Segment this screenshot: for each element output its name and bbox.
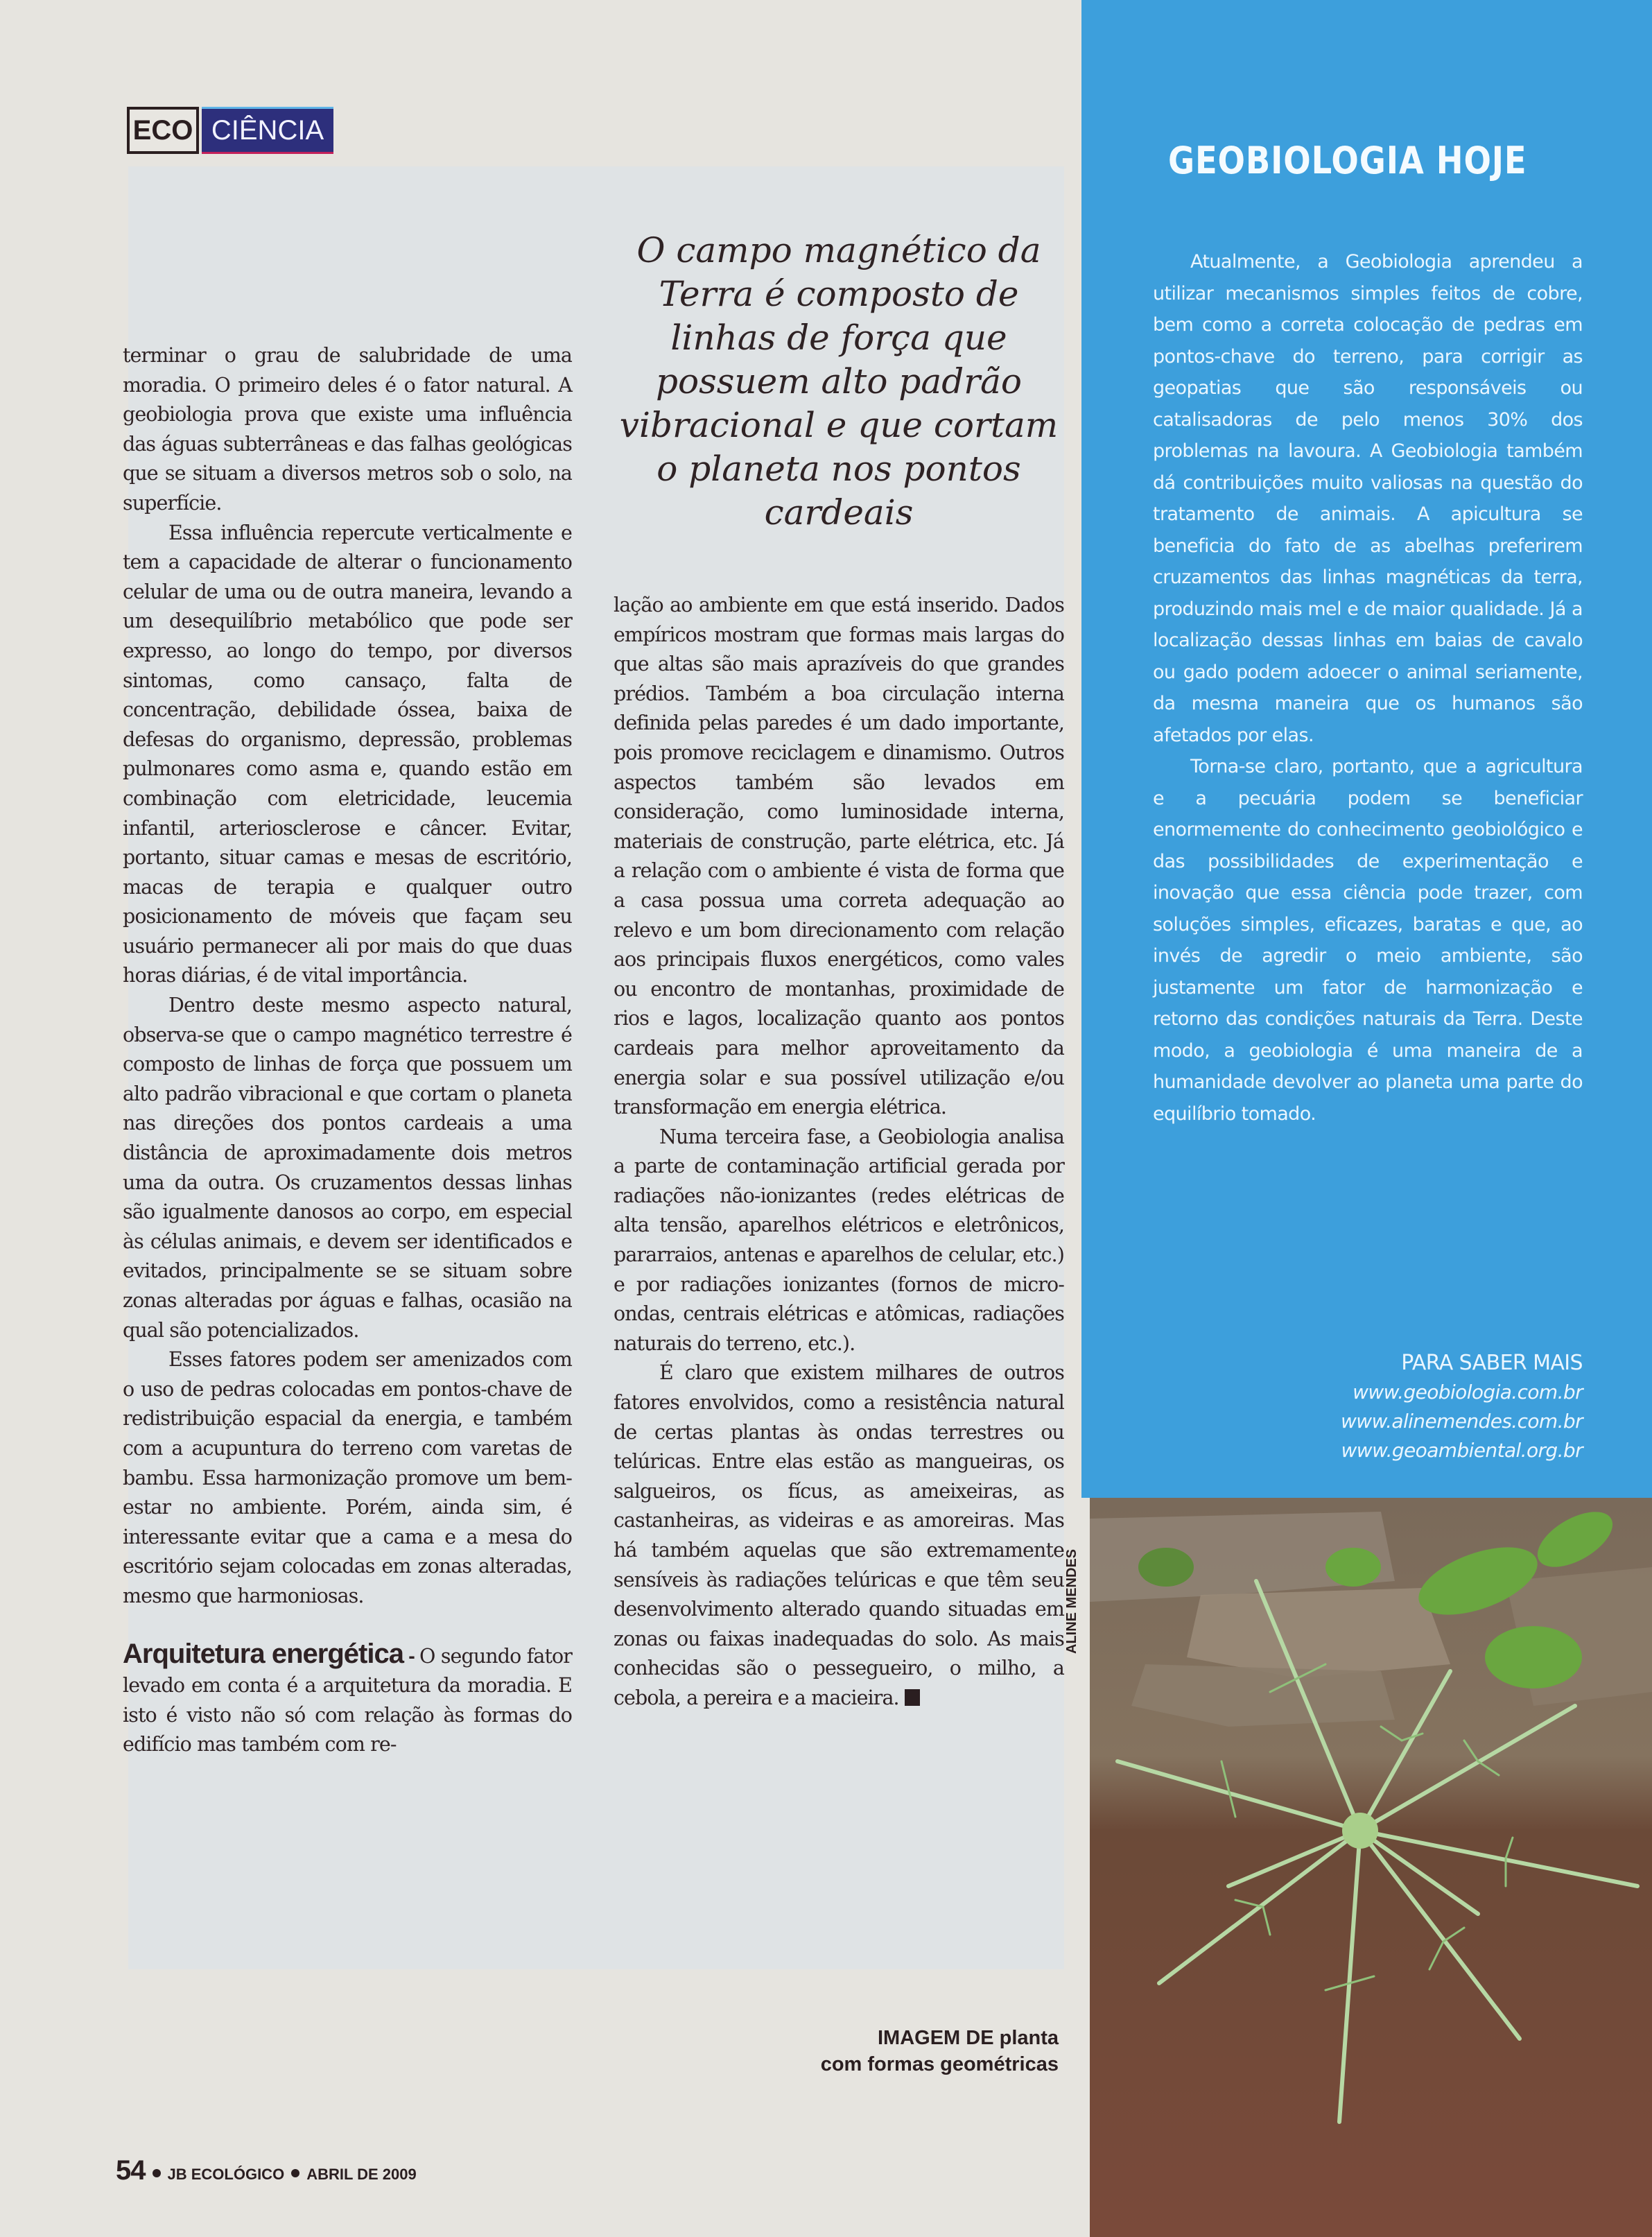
sidebar-body (1153, 246, 1583, 1130)
caption-line-2: com formas geométricas (820, 2053, 1059, 2075)
photo-credit: ALINE MENDES (1064, 1548, 1079, 1654)
plant-photo (1090, 1498, 1652, 2237)
last-paragraph (614, 1358, 1064, 1713)
pull-quote: O campo magnético da Terra é composto de linhas de força que possuem alto padrão vibracional e que cortam o planeta nos pontos cardeais (619, 230, 1059, 533)
page-number: 54 (116, 2155, 146, 2186)
paragraph: Numa terceira fase, a Geobiologia analisa a parte de contaminação artificial gerada por radiações não-ionizantes (redes elétricas de alta tensão, aparelhos elétricos e eletrônicos, pararraios, antenas e aparelhos de celular, etc.) e por radiações ionizantes (fornos de micro-ondas, centrais elétricas e atômicas, radiações naturais do terreno, etc.). (614, 1125, 1064, 1355)
issue-date: ABRIL DE 2009 (306, 2166, 417, 2183)
article-column-1 (123, 341, 572, 1760)
thistle-plant-image (1090, 1498, 1652, 2237)
article-column-2 (614, 591, 1064, 1713)
caption-line-1: IMAGEM DE planta (877, 2027, 1059, 2049)
paragraph: terminar o grau de salubridade de uma moradia. O primeiro deles é o fator natural. A geobiologia prova que existe uma influência das águas subterrâneas e das falhas geológicas que se situam a diversos metros sob o solo, na superfície. (123, 344, 572, 515)
thistle-center (1342, 1813, 1378, 1849)
further-reading-title: PARA SABER MAIS (1401, 1351, 1583, 1375)
paragraph: Esses fatores podem ser amenizados com o uso de pedras colocadas em pontos-chave de redistribuição espacial da energia, e também com a acupuntura do terreno com varetas de bambu. Essa harmonização promove um bem-estar no ambiente. Porém, ainda sim, é interessante evitar que a cama e a mesa do escritório sejam colocadas em zonas alteradas, mesmo que harmoniosas. (123, 1348, 572, 1607)
bullet-icon (291, 2169, 299, 2177)
further-reading-link[interactable]: www.geoambiental.org.br (1341, 1439, 1583, 1462)
section-badge (127, 107, 333, 154)
paragraph: lação ao ambiente em que está inserido. Dados empíricos mostram que formas mais largas do que altas são mais aprazíveis do que grandes prédios. Também a boa circulação interna definida pelas paredes é um dado importante, pois promove reciclagem e dinamismo. Outros aspectos também são levados em consideração, como luminosidade interna, materiais de construção, parte elétrica, etc. Já a relação com o ambiente é vista de forma que a casa possua uma correta adequação ao relevo e um bom direcionamento com relação aos principais fluxos energéticos, como vales ou encontro de montanhas, proximidade de rios e lagos, localização quanto aos pontos cardeais para melhor aproveitamento da energia solar e sua possível utilização e/ou transformação em energia elétrica. (614, 594, 1064, 1119)
subhead-text: O segundo fator levado em conta é a arquitetura da moradia. E isto é visto não só com relação às formas do edifício mas também com re- (123, 1644, 572, 1756)
subhead-paragraph (123, 1639, 572, 1760)
sidebar-paragraph: Atualmente, a Geobiologia aprendeu a utilizar mecanismos simples feitos de cobre, bem como a correta colocação de pedras em pontos-chave do terreno, para corrigir as geopatias que são responsáveis ou catalisadoras de pelo menos 30% dos problemas na lavoura. A Geobiologia também dá contribuições muito valiosas na questão do tratamento de animais. A apicultura se beneficia do fato de as abelhas preferirem cruzamentos das linhas magnéticas da terra, produzindo mais mel e de maior qualidade. Já a localização dessas linhas em baias de cavalo ou gado podem adoecer o animal seriamente, da mesma maneira que os humanos são afetados por elas. (1153, 251, 1583, 746)
rock (1187, 1588, 1450, 1678)
end-of-article-icon (905, 1689, 920, 1706)
sidebar-paragraph: Torna-se claro, portanto, que a agricultura e a pecuária podem se beneficiar enormemente do conhecimento geobiológico e das possibilidades de experimentação e inovação que essa ciência pode trazer, com soluções simples, eficazes, baratas e que, ao invés de agredir o meio ambiente, são justamente um fator de harmonização e retorno das condições naturais da Terra. Deste modo, a geobiologia é uma maneira de a humanidade devolver ao planeta uma parte do equilíbrio tomado. (1153, 756, 1583, 1125)
sidebar-box (1081, 0, 1652, 1498)
publication-name: JB ECOLÓGICO (167, 2166, 285, 2183)
paragraph: Dentro deste mesmo aspecto natural, observa-se que o campo magnético terrestre é composto de linhas de força que possuem um alto padrão vibracional e que cortam o planeta nas direções dos pontos cardeais a uma distância de aproximadamente dois metros uma da outra. Os cruzamentos dessas linhas são igualmente danosos ao corpo, em especial às células animais, e devem ser identificados e evitados, principalmente se se situam sobre zonas alteradas por águas e falhas, ocasião na qual são potencializados. (123, 994, 572, 1342)
section-badge-label: CIÊNCIA (202, 107, 333, 154)
sidebar-title: GEOBIOLOGIA HOJE (1168, 139, 1527, 182)
further-reading-link[interactable]: www.alinemendes.com.br (1340, 1410, 1583, 1433)
further-reading-link[interactable]: www.geobiologia.com.br (1353, 1381, 1583, 1403)
paragraph-text: É claro que existem milhares de outros fatores envolvidos, como a resistência natural de certas plantas às ondas terrestres ou telúricas. Entre elas estão as mangueiras, os salgueiros, os fícus, as ameixeiras, as castanheiras, as videiras e as amoreiras. Mas há também aquelas que são extremamente sensíveis às radiações telúricas e que têm seu desenvolvimento alterado quando situadas em zonas ou faixas inadequadas do solo. As mais conhecidas são o pessegueiro, o milho, a cebola, a pereira e a macieira. (614, 1361, 1064, 1709)
bullet-icon (153, 2169, 161, 2177)
page-footer (116, 2155, 417, 2186)
section-badge-eco: ECO (127, 107, 199, 154)
further-reading (1341, 1349, 1583, 1465)
subhead-title: Arquitetura energética (123, 1638, 403, 1669)
subhead-dash: - (403, 1645, 419, 1668)
photo-caption (821, 2025, 1059, 2078)
paragraph: Essa influência repercute verticalmente e tem a capacidade de alterar o funcionamento celular de uma ou de outra maneira, levando a um desequilíbrio metabólico que pode ser expresso, ao longo do tempo, por diversos sintomas, como cansaço, falta de concentração, debilidade óssea, baixa de defesas do organismo, depressão, problemas pulmonares como asma e, quando estão em combinação com eletricidade, leucemia infantil, arteriosclerose e câncer. Evitar, portanto, situar camas e mesas de escritório, macas de terapia e qualquer outro posicionamento de móveis que façam seu usuário permanecer ali por mais do que duas horas diárias, é de vital importância. (123, 521, 572, 987)
